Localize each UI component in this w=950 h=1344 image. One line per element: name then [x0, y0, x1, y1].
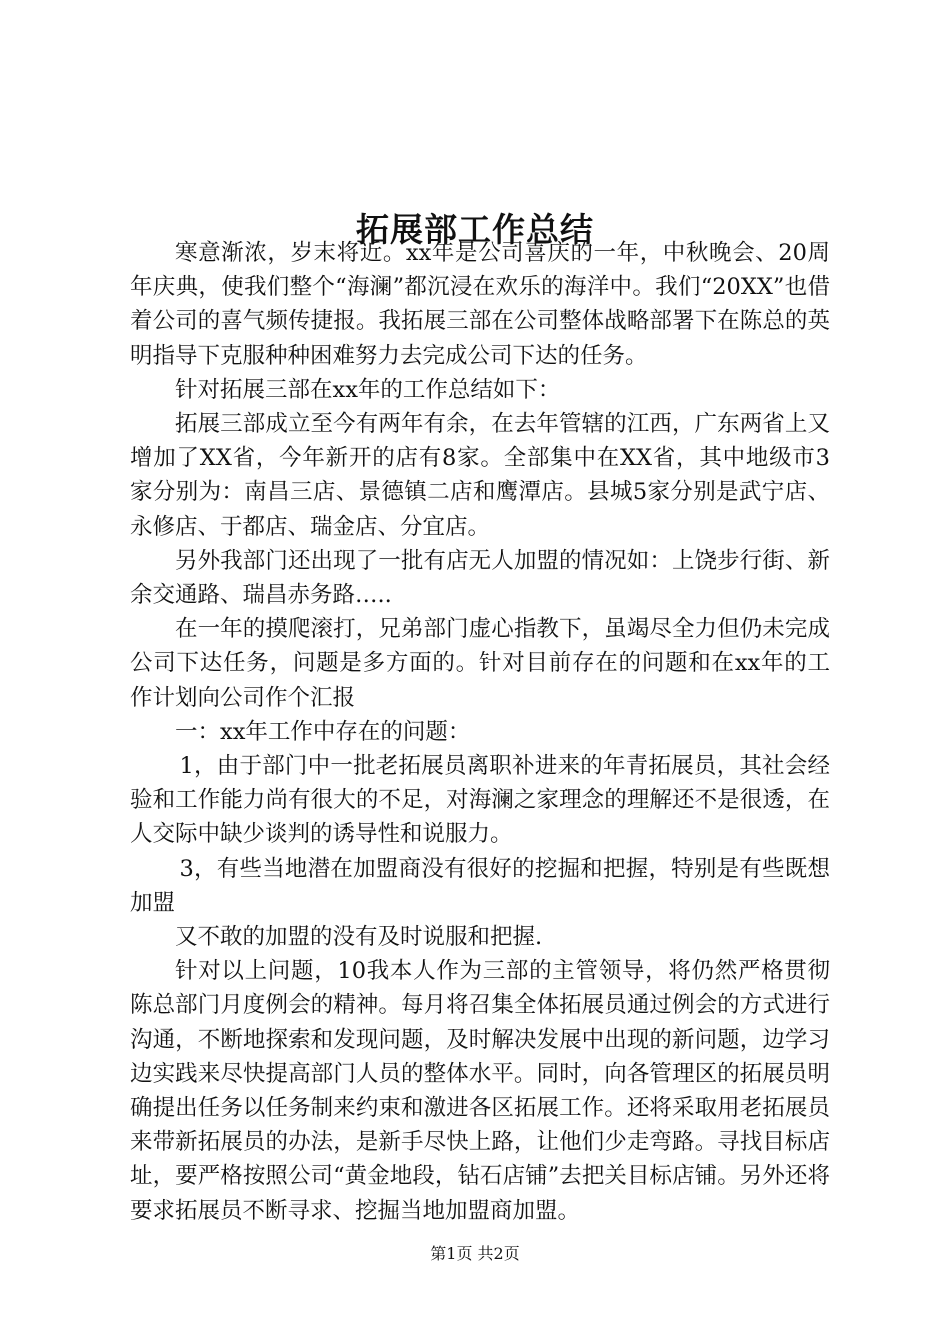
document-title: 拓展部工作总结: [356, 210, 594, 250]
paragraph-problem-1: 1，由于部门中一批老拓展员离职补进来的年青拓展员，其社会经验和工作能力尚有很大的不足，对海澜之家理念的理解还不是很透，在人交际中缺少谈判的诱导性和说服力。: [130, 753, 830, 848]
page-footer: 第1页 共2页: [430, 1244, 520, 1263]
paragraph-summary-lead: 针对拓展三部在xx年的工作总结如下：: [175, 376, 561, 403]
paragraph-plan: 针对以上问题，10我本人作为三部的主管领导，将仍然严格贯彻陈总部门月度例会的精神。每月将召集全体拓展员通过例会的方式进行沟通，不断地探索和发现问题，及时解决发展中出现的新问题，边学习边实践来尽快提高部门人员的整体水平。同时，向各管理区的拓展员明确提出任务以任务制来约束和激进各区拓展工作。还将采取用老拓展员来带新拓展员的办法，是新手尽快上路，让他们少走弯路。寻找目标店址，要严格按照公司“黄金地段，钻石店铺”去把关目标店铺。另外还将要求拓展员不断寻求、挖掘当地加盟商加盟。: [130, 958, 830, 1224]
paragraph-problem-3: 3，有些当地潜在加盟商没有很好的挖掘和把握，特别是有些既想加盟: [130, 855, 830, 916]
paragraph-review: 在一年的摸爬滚打，兄弟部门虚心指教下，虽竭尽全力但仍未完成公司下达任务，问题是多方面的。针对目前存在的问题和在xx年的工作计划向公司作个汇报: [130, 616, 830, 711]
paragraph-unfranchised: 另外我部门还出现了一批有店无人加盟的情况如：上饶步行街、新余交通路、瑞昌赤务路…..: [130, 547, 830, 609]
paragraph-problem-3-cont: 又不敢的加盟的没有及时说服和把握.: [175, 924, 543, 951]
document-body: [130, 236, 830, 1228]
paragraph-intro: 寒意渐浓，岁末将近。xx年是公司喜庆的一年，中秋晚会、20周年庆典，使我们整个“海澜”都沉浸在欢乐的海洋中。我们“20XX”也借着公司的喜气频传捷报。我拓展三部在公司整体战略部署下在陈总的英明指导下克服种种困难努力去完成公司下达的任务。: [130, 240, 830, 369]
paragraph-stores: 拓展三部成立至今有两年有余，在去年管辖的江西，广东两省上又增加了XX省，今年新开的店有8家。全部集中在XX省，其中地级市3家分别为：南昌三店、景德镇二店和鹰潭店。县城5家分别是武宁店、永修店、于都店、瑞金店、分宜店。: [130, 411, 830, 540]
paragraph-problems-heading: 一：xx年工作中存在的问题：: [175, 718, 471, 745]
